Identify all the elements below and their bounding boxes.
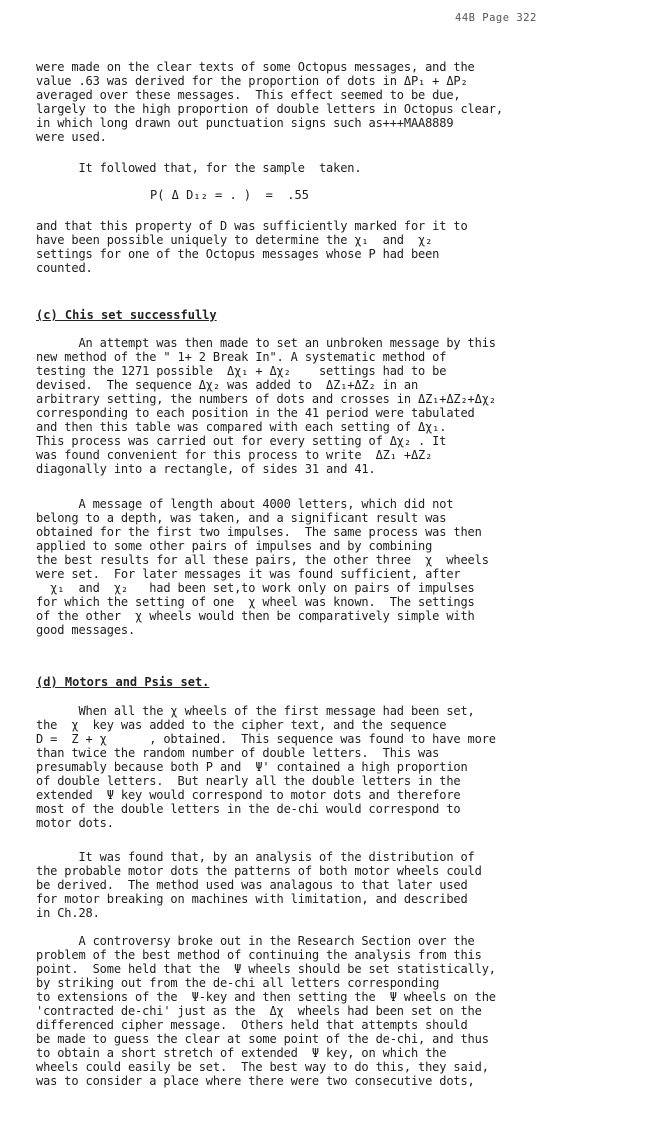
text-line: to extensions of the Ψ-key and then setting the Ψ wheels on the — [36, 990, 496, 1004]
text-line: applied to some other pairs of impulses and by combining — [36, 539, 433, 553]
text-line: problem of the best method of continuing the analysis from this — [36, 948, 482, 962]
text-line: for which the setting of one χ wheel was known. The settings — [36, 595, 475, 609]
text-line: When all the χ wheels of the first message had been set, — [36, 704, 475, 718]
text-line: It followed that, for the sample taken. — [36, 161, 362, 175]
text-line: settings for one of the Octopus messages whose P had been — [36, 247, 440, 261]
text-line: diagonally into a rectangle, of sides 31 and 41. — [36, 462, 376, 476]
text-line: by striking out from the de-chi all letters corresponding — [36, 976, 440, 990]
text-line: A controversy broke out in the Research Section over the — [36, 934, 475, 948]
text-line: to obtain a short stretch of extended Ψ key, on which the — [36, 1046, 447, 1060]
text-line: new method of the " 1+ 2 Break In". A systematic method of — [36, 350, 447, 364]
text-line: than twice the random number of double letters. This was — [36, 746, 440, 760]
text-line: point. Some held that the Ψ wheels should be set statistically, — [36, 962, 496, 976]
text-line: and then this table was compared with each setting of Δχ₁. — [36, 420, 447, 434]
text-line: extended Ψ key would correspond to motor dots and therefore — [36, 788, 461, 802]
text-line: for motor breaking on machines with limitation, and described — [36, 892, 468, 906]
text-line: obtained for the first two impulses. The same process was then — [36, 525, 482, 539]
text-line: good messages. — [36, 623, 136, 637]
text-line: counted. — [36, 261, 93, 275]
text-line: testing the 1271 possible Δχ₁ + Δχ₂ settings had to be — [36, 364, 447, 378]
text-line: value .63 was derived for the proportion of dots in ΔP₁ + ΔP₂ — [36, 74, 468, 88]
text-line: presumably because both P and Ψ' contained a high proportion — [36, 760, 468, 774]
text-line: most of the double letters in the de-chi would correspond to — [36, 802, 461, 816]
text-line: motor dots. — [36, 816, 114, 830]
text-line: have been possible uniquely to determine the χ₁ and χ₂ — [36, 233, 433, 247]
text-line: largely to the high proportion of double letters in Octopus clear, — [36, 102, 503, 116]
text-line: A message of length about 4000 letters, which did not — [36, 497, 454, 511]
text-line: the best results for all these pairs, the other three χ wheels — [36, 553, 489, 567]
section-heading: (c) Chis set successfully — [36, 308, 217, 322]
text-line: was to consider a place where there were two consecutive dots, — [36, 1074, 475, 1088]
text-line: An attempt was then made to set an unbroken message by this — [36, 336, 496, 350]
text-line: D = Z + χ , obtained. This sequence was found to have more — [36, 732, 496, 746]
text-line: 'contracted de-chi' just as the Δχ wheels had been set on the — [36, 1004, 482, 1018]
text-line: This process was carried out for every setting of Δχ₂ . It — [36, 434, 447, 448]
text-line: the probable motor dots the patterns of both motor wheels could — [36, 864, 482, 878]
text-line: be derived. The method used was analagous to that later used — [36, 878, 468, 892]
text-line: belong to a depth, was taken, and a significant result was — [36, 511, 447, 525]
text-line: It was found that, by an analysis of the distribution of — [36, 850, 475, 864]
text-line: corresponding to each position in the 41 period were tabulated — [36, 406, 475, 420]
text-line: of double letters. But nearly all the double letters in the — [36, 774, 461, 788]
text-line: were made on the clear texts of some Octopus messages, and the — [36, 60, 475, 74]
page-header: 44B Page 322 — [455, 12, 537, 24]
text-line: were used. — [36, 130, 107, 144]
text-line: be made to guess the clear at some point of the de-chi, and thus — [36, 1032, 489, 1046]
text-line: the χ key was added to the cipher text, and the sequence — [36, 718, 447, 732]
text-line: arbitrary setting, the numbers of dots and crosses in ΔZ₁+ΔZ₂+Δχ₂ — [36, 392, 496, 406]
text-line: in Ch.28. — [36, 906, 100, 920]
formula: P( Δ D₁₂ = . ) = .55 — [150, 188, 309, 202]
text-line: was found convenient for this process to write ΔZ₁ +ΔZ₂ — [36, 448, 433, 462]
text-line: averaged over these messages. This effect seemed to be due, — [36, 88, 461, 102]
section-heading: (d) Motors and Psis set. — [36, 675, 210, 689]
text-line: χ₁ and χ₂ had been set,to work only on pairs of impulses — [36, 581, 475, 595]
text-line: were set. For later messages it was found sufficient, after — [36, 567, 461, 581]
text-line: and that this property of D was sufficiently marked for it to — [36, 219, 468, 233]
text-line: differenced cipher message. Others held that attempts should — [36, 1018, 468, 1032]
text-line: devised. The sequence Δχ₂ was added to ΔZ₁+ΔZ₂ in an — [36, 378, 419, 392]
text-line: in which long drawn out punctuation signs such as+++MAA8889 — [36, 116, 454, 130]
text-line: of the other χ wheels would then be comparatively simple with — [36, 609, 475, 623]
text-line: wheels could easily be set. The best way to do this, they said, — [36, 1060, 489, 1074]
